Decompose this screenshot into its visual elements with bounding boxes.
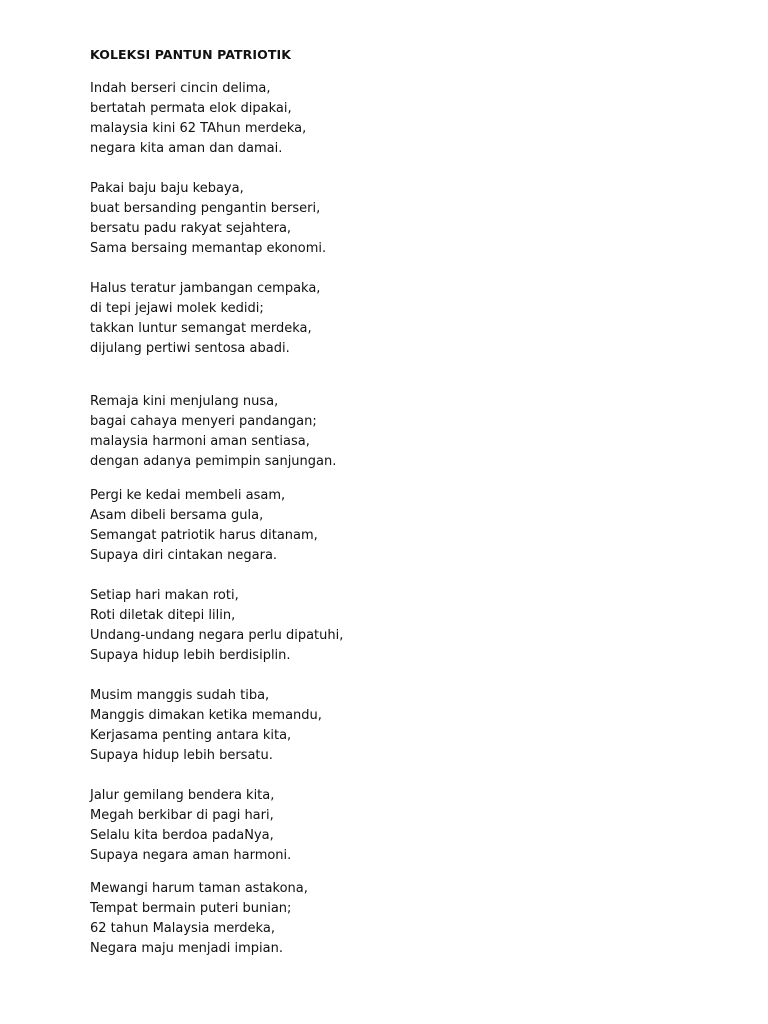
stanza-line: Supaya negara aman harmoni.: [90, 848, 292, 863]
pantun-stanza-5: [90, 486, 318, 566]
stanza-line: Supaya hidup lebih bersatu.: [90, 748, 273, 763]
stanza-line: Indah berseri cincin delima,: [90, 81, 271, 96]
stanza-line: malaysia kini 62 TAhun merdeka,: [90, 121, 307, 136]
stanza-line: Sama bersaing memantap ekonomi.: [90, 241, 327, 256]
pantun-stanza-2: [90, 179, 326, 259]
stanza-line: Tempat bermain puteri bunian;: [90, 901, 292, 916]
stanza-line: bagai cahaya menyeri pandangan;: [90, 414, 317, 429]
stanza-line: Jalur gemilang bendera kita,: [90, 788, 275, 803]
stanza-line: malaysia harmoni aman sentiasa,: [90, 434, 310, 449]
pantun-stanza-3: [90, 279, 320, 359]
pantun-stanza-8: [90, 786, 291, 866]
stanza-line: buat bersanding pengantin berseri,: [90, 201, 321, 216]
stanza-line: bertatah permata elok dipakai,: [90, 101, 292, 116]
stanza-line: Setiap hari makan roti,: [90, 588, 239, 603]
stanza-line: Remaja kini menjulang nusa,: [90, 394, 279, 409]
pantun-stanza-9: [90, 879, 308, 959]
stanza-line: Undang-undang negara perlu dipatuhi,: [90, 628, 344, 643]
stanza-line: Selalu kita berdoa padaNya,: [90, 828, 274, 843]
stanza-line: Manggis dimakan ketika memandu,: [90, 708, 322, 723]
stanza-line: bersatu padu rakyat sejahtera,: [90, 221, 292, 236]
stanza-line: dijulang pertiwi sentosa abadi.: [90, 341, 290, 356]
pantun-stanza-7: [90, 686, 322, 766]
stanza-line: Musim manggis sudah tiba,: [90, 688, 270, 703]
stanza-line: Roti diletak ditepi lilin,: [90, 608, 236, 623]
stanza-line: Supaya hidup lebih berdisiplin.: [90, 648, 291, 663]
pantun-stanza-6: [90, 586, 343, 666]
stanza-line: Kerjasama penting antara kita,: [90, 728, 292, 743]
stanza-line: negara kita aman dan damai.: [90, 141, 283, 156]
stanza-line: Negara maju menjadi impian.: [90, 941, 283, 956]
stanza-line: Megah berkibar di pagi hari,: [90, 808, 274, 823]
pantun-stanza-4: [90, 392, 336, 472]
stanza-line: 62 tahun Malaysia merdeka,: [90, 921, 275, 936]
stanza-line: di tepi jejawi molek kedidi;: [90, 301, 264, 316]
stanza-line: takkan luntur semangat merdeka,: [90, 321, 312, 336]
stanza-line: Semangat patriotik harus ditanam,: [90, 528, 318, 543]
stanza-line: Mewangi harum taman astakona,: [90, 881, 308, 896]
stanza-line: Supaya diri cintakan negara.: [90, 548, 278, 563]
document-title: KOLEKSI PANTUN PATRIOTIK: [90, 47, 291, 62]
stanza-line: dengan adanya pemimpin sanjungan.: [90, 454, 337, 469]
stanza-line: Asam dibeli bersama gula,: [90, 508, 264, 523]
pantun-stanza-1: [90, 79, 306, 159]
stanza-line: Pergi ke kedai membeli asam,: [90, 488, 286, 503]
stanza-line: Pakai baju baju kebaya,: [90, 181, 244, 196]
stanza-line: Halus teratur jambangan cempaka,: [90, 281, 321, 296]
